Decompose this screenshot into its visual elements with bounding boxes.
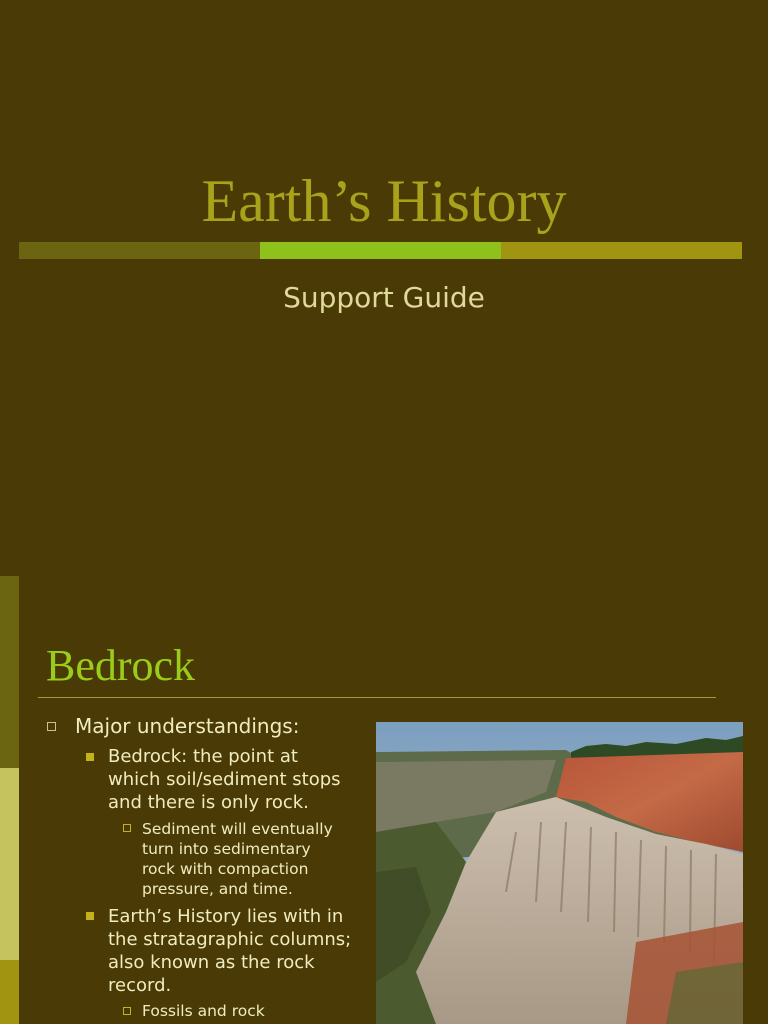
side-accent-top [0,576,19,768]
bullet-text-line: rock with compaction [142,860,309,878]
side-accent-middle [0,768,19,960]
bullet-text-line: the stratagraphic columns; [108,929,352,950]
bullet-text-line: also known as the rock [108,952,315,973]
bedrock-slide [0,576,768,1024]
hollow-square-bullet-icon [123,1007,131,1015]
side-accent-bottom [0,960,19,1024]
slide-subtitle: Support Guide [283,281,485,314]
bullet-text-line: and there is only rock. [108,792,309,813]
slide-title: Earth’s History [201,168,567,234]
bullet-text-line: Sediment will eventually [142,820,333,838]
hollow-square-bullet-icon [47,722,56,731]
canyon-photo [376,722,743,1024]
slide-title: Bedrock [46,641,196,690]
square-bullet-icon [86,753,94,761]
bullet-text-line: Fossils and rock [142,1002,265,1020]
divider-bar-right [501,242,742,259]
bullet-text-line: which soil/sediment stops [108,769,341,790]
bullet-text-line: record. [108,975,172,996]
bullet-text-line: pressure, and time. [142,880,293,898]
bullet-text-line: turn into sedimentary [142,840,311,858]
bullet-text-line: Bedrock: the point at [108,746,298,767]
divider-bar-middle [260,242,501,259]
title-rule [38,697,716,698]
bullet-text-line: Earth’s History lies with in [108,906,344,927]
bullet-text: Major understandings: [75,714,300,738]
divider-bar-left [19,242,260,259]
hollow-square-bullet-icon [123,824,131,832]
square-bullet-icon [86,912,94,920]
